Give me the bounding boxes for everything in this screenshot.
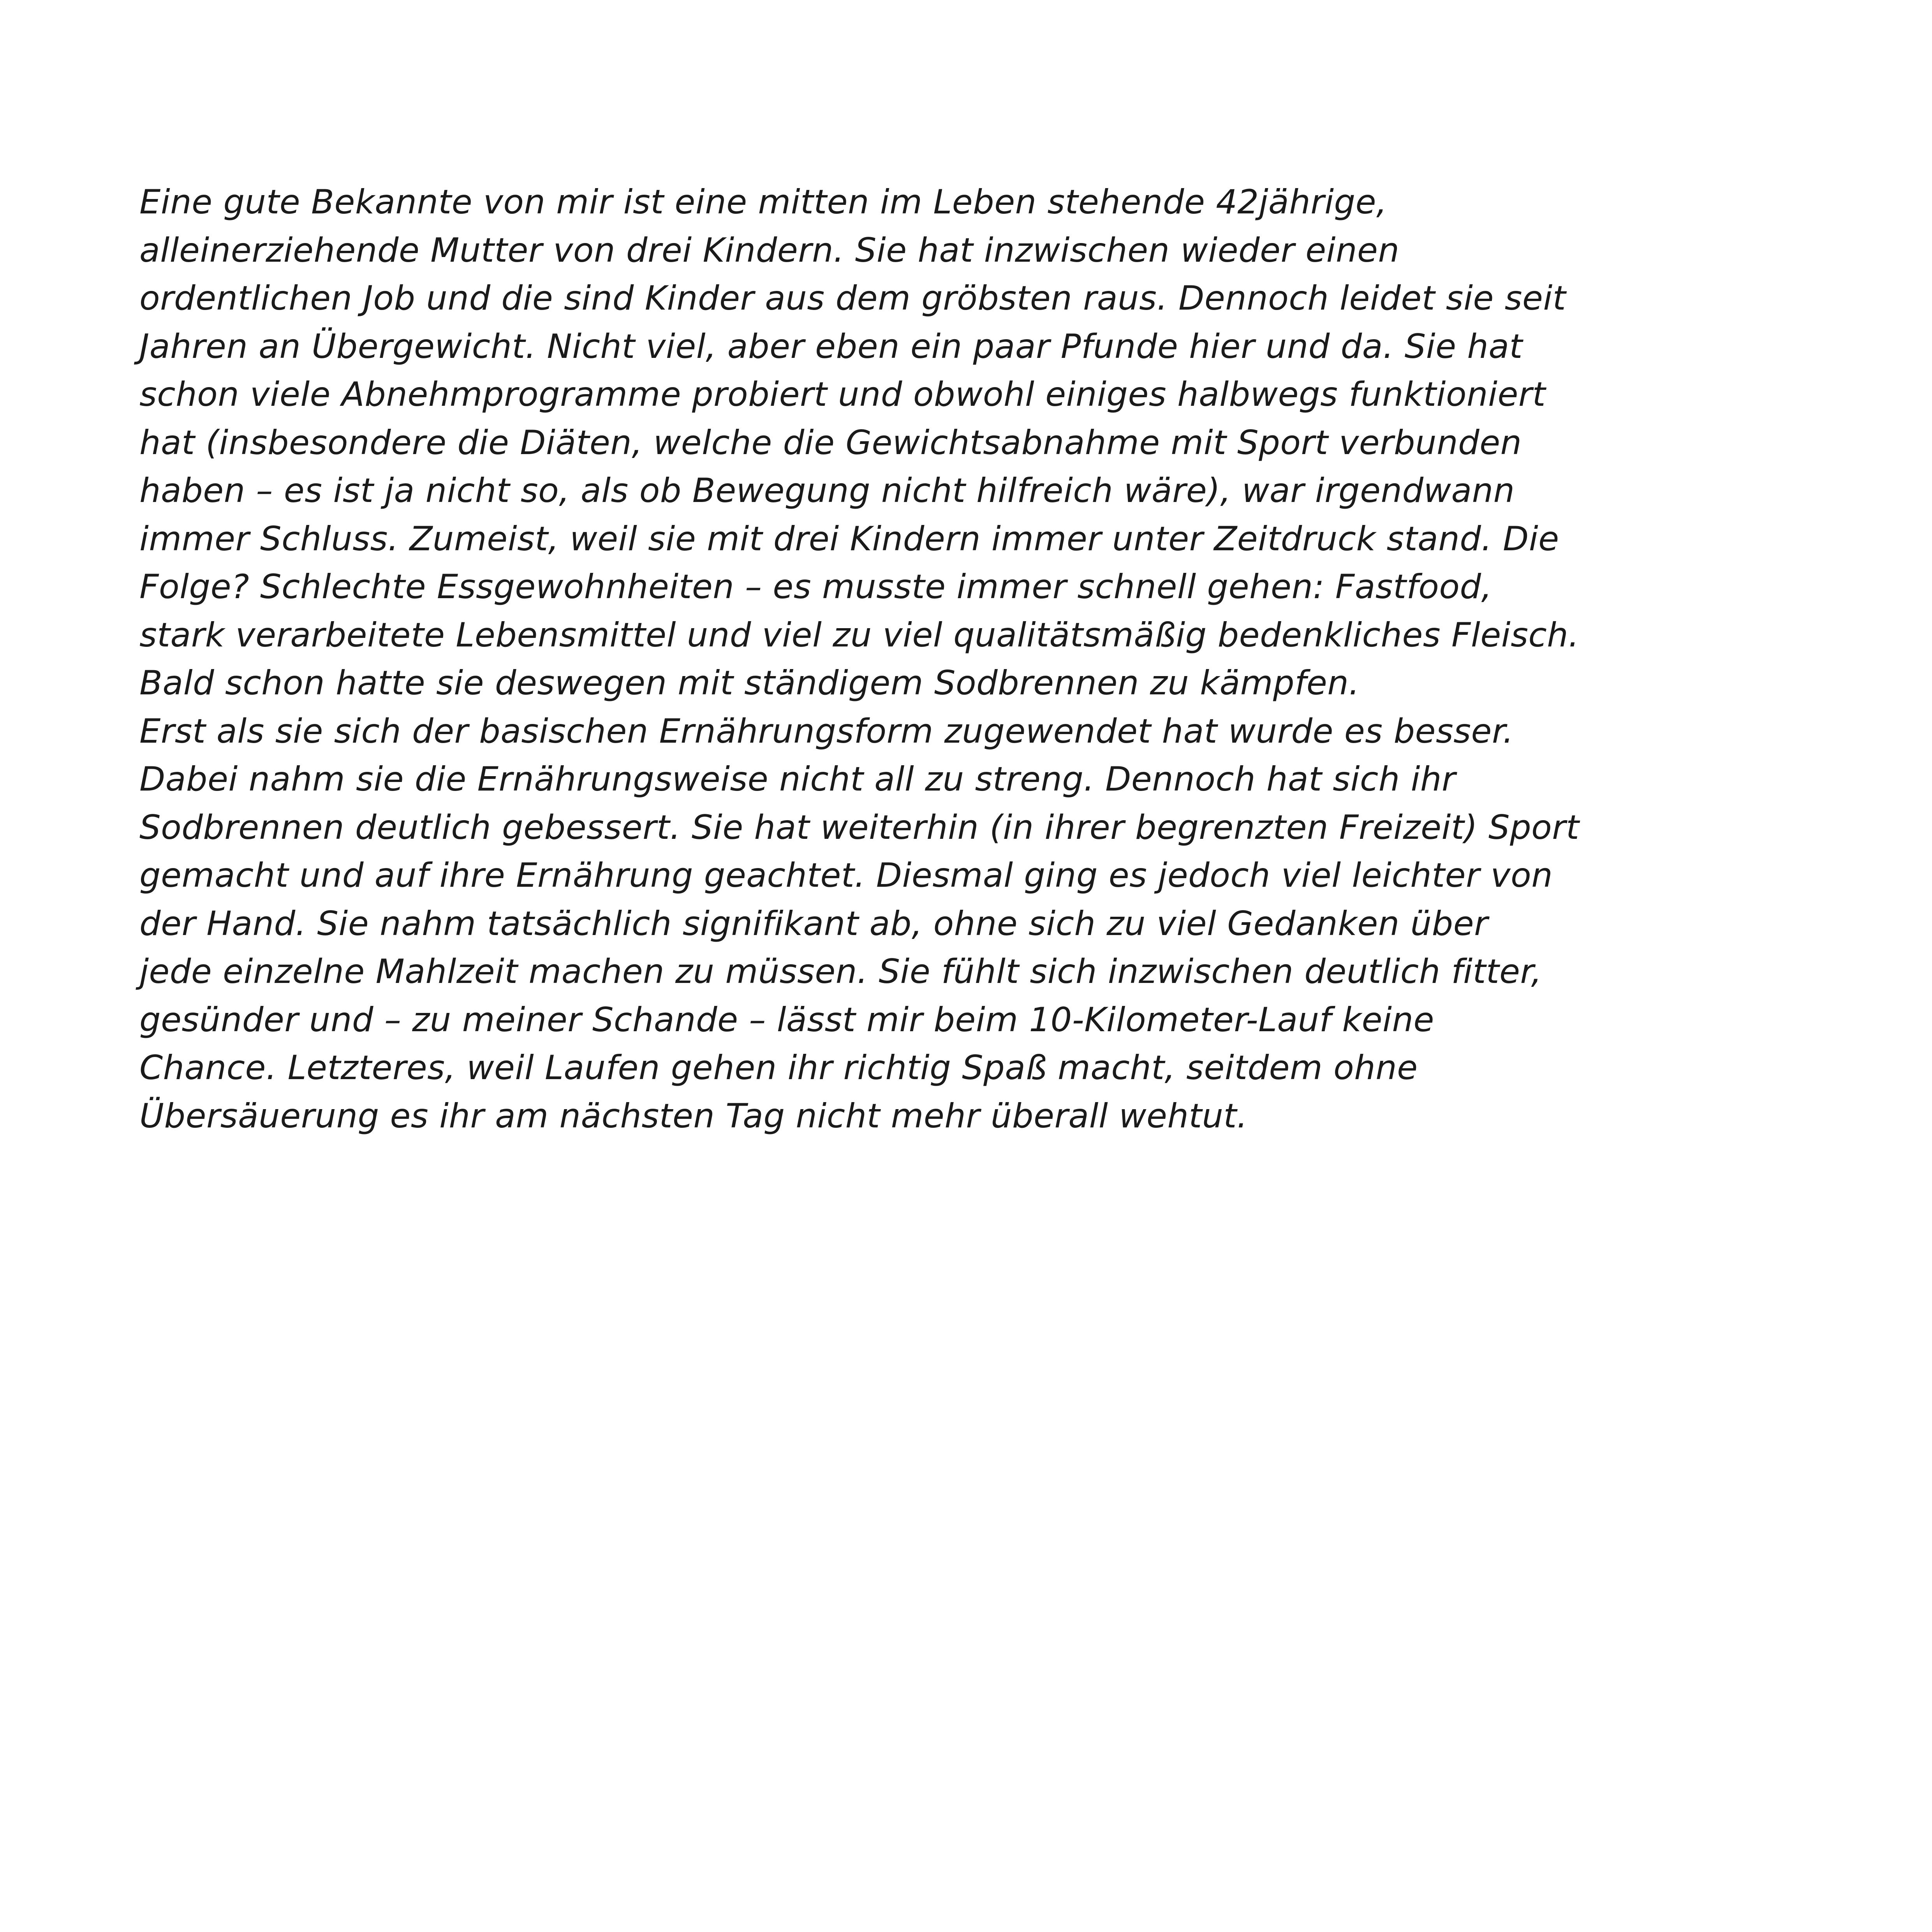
text-line: alleinerziehende Mutter von drei Kindern. Sie hat inzwischen wieder einen [139,231,1400,270]
text-line: Dabei nahm sie die Ernährungsweise nicht all zu streng. Dennoch hat sich ihr [139,760,1456,799]
text-line: der Hand. Sie nahm tatsächlich signifikant ab, ohne sich zu viel Gedanken über [139,904,1488,943]
text-line: hat (insbesondere die Diäten, welche die Gewichtsabnahme mit Sport verbunden [139,423,1522,462]
text-line: Jahren an Übergewicht. Nicht viel, aber eben ein paar Pfunde hier und da. Sie hat [139,327,1523,366]
text-line: Chance. Letzteres, weil Laufen gehen ihr richtig Spaß macht, seitdem ohne [139,1048,1418,1087]
text-line: immer Schluss. Zumeist, weil sie mit drei Kindern immer unter Zeitdruck stand. Die [139,519,1559,558]
text-line: jede einzelne Mahlzeit machen zu müssen. Sie fühlt sich inzwischen deutlich fitter, [139,952,1542,991]
text-line: haben – es ist ja nicht so, als ob Bewegung nicht hilfreich wäre), war irgendwann [139,471,1515,510]
body-text [139,178,1775,1140]
text-line: gesünder und – zu meiner Schande – lässt mir beim 10-Kilometer-Lauf keine [139,1000,1434,1039]
text-line: gemacht und auf ihre Ernährung geachtet. Diesmal ging es jedoch viel leichter von [139,856,1553,895]
text-line: Erst als sie sich der basischen Ernährungsform zugewendet hat wurde es besser. [139,712,1514,751]
text-line: Übersäuerung es ihr am nächsten Tag nicht mehr überall wehtut. [139,1096,1248,1136]
text-line: ordentlichen Job und die sind Kinder aus dem gröbsten raus. Dennoch leidet sie seit [139,279,1566,318]
text-line: stark verarbeitete Lebensmittel und viel zu viel qualitätsmäßig bedenkliches Fleisch. [139,615,1580,655]
text-line: Folge? Schlechte Essgewohnheiten – es musste immer schnell gehen: Fastfood, [139,567,1492,606]
text-line: Eine gute Bekannte von mir ist eine mitten im Leben stehende 42jährige, [139,183,1387,222]
text-line: Bald schon hatte sie deswegen mit ständigem Sodbrennen zu kämpfen. [139,664,1360,703]
text-line: schon viele Abnehmprogramme probiert und obwohl einiges halbwegs funktioniert [139,375,1546,414]
text-line: Sodbrennen deutlich gebessert. Sie hat weiterhin (in ihrer begrenzten Freizeit) Sport [139,808,1580,847]
